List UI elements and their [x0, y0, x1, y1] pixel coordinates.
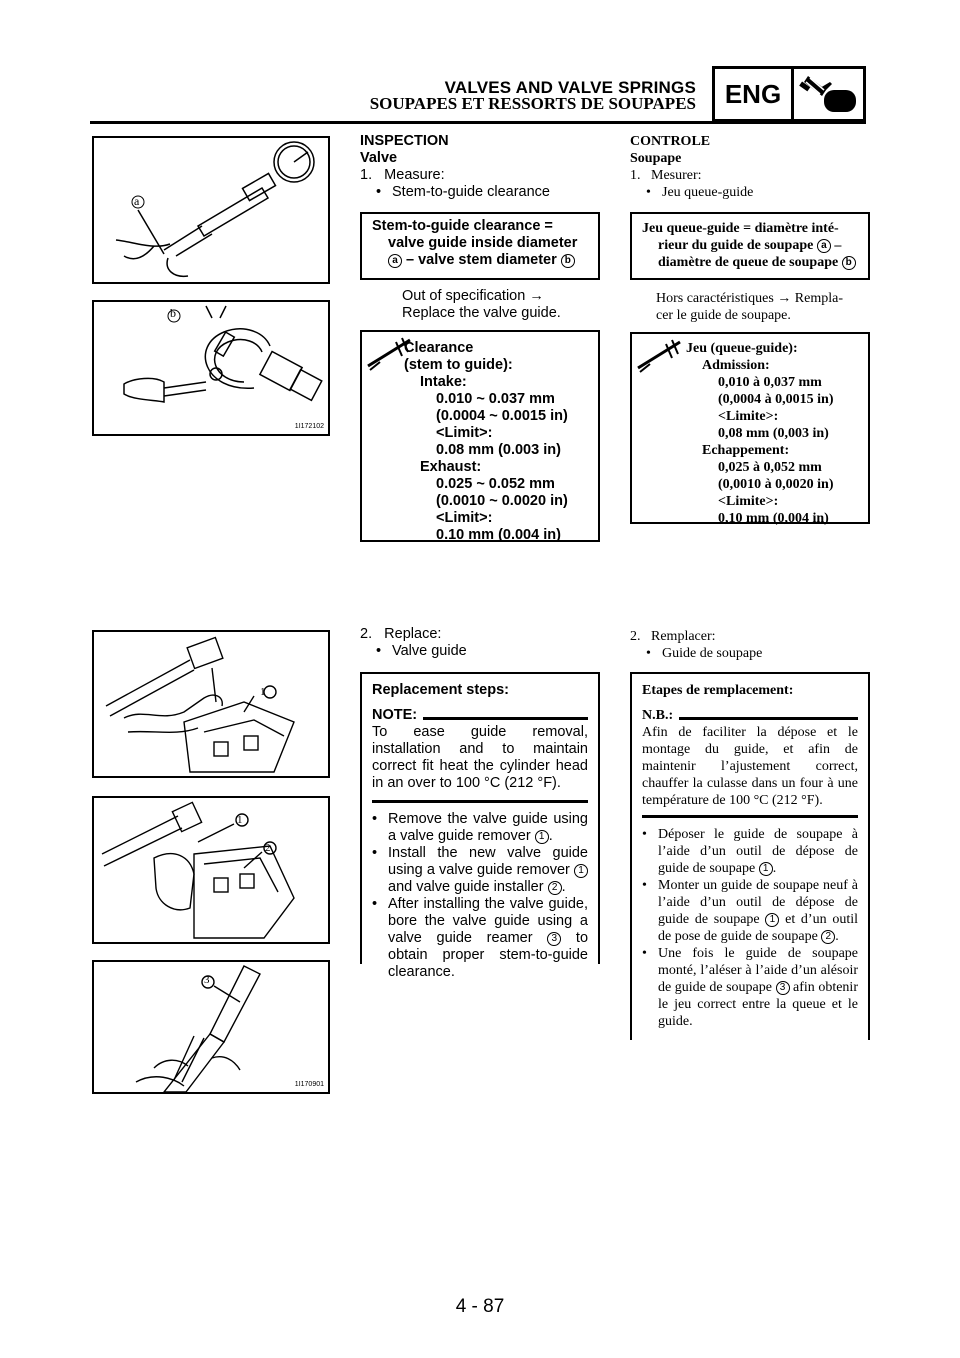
replacement-step: • Install the new valve guide using a valve guide remover 1 and valve guide installer 2 . — [372, 845, 588, 895]
figure-code: 1I170901 — [294, 1081, 324, 1088]
fr-spec-limit1: <Limite>: — [718, 409, 779, 424]
fr-spec-intake-mm: 0,010 à 0,037 mm — [718, 375, 822, 390]
fr-spec-box — [630, 332, 870, 524]
en-out-of-spec-line2: Replace the valve guide. — [402, 305, 561, 321]
en-spec-title1: Clearance — [404, 340, 474, 356]
fr-replacement-steps — [642, 826, 858, 1030]
replacement-step: • After installing the valve guide, bore the valve guide using a valve guide reamer 3 to obtain proper stem-to-guide clearance. — [372, 896, 589, 980]
en-formula-line2: valve guide inside diameter — [388, 235, 578, 251]
figure-callout: 1 — [260, 686, 266, 698]
en-spec-limit2: <Limit>: — [436, 510, 493, 526]
en-step2-section — [360, 626, 600, 660]
figure-callout: b — [170, 306, 176, 320]
fr-spec-limit2-value: 0,10 mm (0,004 in) — [718, 511, 829, 526]
en-spec-exhaust-mm: 0.025 ~ 0.052 mm — [436, 476, 555, 492]
fr-formula-box — [630, 212, 870, 280]
en-step1-bullet: • Stem-to-guide clearance — [376, 184, 550, 200]
figure-guide-installer — [92, 796, 330, 944]
fr-spec-intake: Admission: — [702, 358, 770, 373]
en-spec-intake: Intake: — [420, 374, 467, 390]
header-title-fr: SOUPAPES ET RESSORTS DE SOUPAPES — [369, 94, 696, 113]
fr-heading-valve: Soupape — [630, 151, 682, 166]
en-formula-box — [360, 212, 600, 280]
section-badge — [712, 66, 866, 122]
en-out-of-spec-line1: Out of specification → — [402, 288, 544, 304]
page-number: 4 - 87 — [455, 1296, 505, 1317]
fr-formula-line2: rieur du guide de soupape a – — [658, 238, 842, 253]
figure-code: 1I172102 — [294, 423, 324, 430]
figure-callout: 2 — [265, 842, 271, 854]
fr-out-of-spec — [656, 290, 870, 324]
en-replacement-box — [360, 672, 600, 980]
fr-spec-intake-in: (0,0004 à 0,0015 in) — [718, 392, 834, 407]
figure-guide-remover — [92, 630, 330, 778]
fr-out-of-spec-line2: cer le guide de soupape. — [656, 308, 791, 323]
en-spec-limit1-value: 0.08 mm (0.003 in) — [436, 442, 561, 458]
en-note-rule — [372, 800, 588, 803]
figure-micrometer — [92, 300, 330, 436]
en-replacement-title: Replacement steps: — [372, 682, 509, 698]
en-spec-limit2-value: 0.10 mm (0.004 in) — [436, 527, 561, 543]
replacement-step: • Remove the valve guide using a valve guide remover 1 . — [372, 811, 588, 844]
fr-spec-title: Jeu (queue-guide): — [686, 341, 798, 356]
fr-step2: 2. Remplacer: — [630, 629, 716, 644]
fr-step1-bullet: • Jeu queue-guide — [646, 185, 754, 200]
en-replacement-steps — [372, 811, 588, 981]
en-spec-box — [360, 330, 600, 542]
fr-note-rule — [642, 815, 858, 818]
figure-callout: a — [134, 194, 140, 208]
fr-replacement-box — [630, 672, 870, 1040]
en-heading-inspection: INSPECTION — [360, 133, 449, 149]
fr-replacement-title: Etapes de remplacement: — [642, 683, 794, 698]
fr-heading-inspection: CONTROLE — [630, 134, 711, 149]
replacement-step: • Monter un guide de soupape neuf à l’aide d’un outil de dépose de guide de soupape 1 et d’un outil de pose de guide de soupape 2 . — [642, 878, 858, 944]
engine-wrench-icon — [794, 69, 863, 119]
fr-step2-bullet: • Guide de soupape — [646, 646, 763, 661]
en-step1: 1. Measure: — [360, 167, 445, 183]
en-spec-intake-mm: 0.010 ~ 0.037 mm — [436, 391, 555, 407]
fr-spec-exhaust: Echappement: — [702, 443, 790, 458]
figure-guide-reamer — [92, 960, 330, 1094]
section-badge-label: ENG — [715, 69, 794, 119]
en-inspection-section — [360, 133, 600, 201]
en-note-text: To ease guide removal, installation and to maintain correct fit heat the cylinder head in an over to 100 °C (212 °F). — [372, 724, 588, 791]
fr-inspection-section — [630, 133, 870, 201]
fr-spec-limit1-value: 0,08 mm (0,003 in) — [718, 426, 829, 441]
fr-spec-exhaust-mm: 0,025 à 0,052 mm — [718, 460, 822, 475]
replacement-step: • Déposer le guide de soupape à l’aide d’un outil de dépose de guide de soupape 1 . — [642, 827, 858, 876]
fr-formula-line1: Jeu queue-guide = diamètre inté- — [642, 221, 839, 236]
en-spec-exhaust-in: (0.0010 ~ 0.0020 in) — [436, 493, 568, 509]
fr-out-of-spec-line1: Hors caractéristiques → Rempla- — [656, 291, 843, 306]
fr-note-text: Afin de faciliter la dépose et le montage du guide, et afin de maintenir l’ajustement correct, chauffer la culasse dans un four à une température de 100 °C (212 °F). — [642, 725, 858, 808]
en-spec-intake-in: (0.0004 ~ 0.0015 in) — [436, 408, 568, 424]
fr-step1: 1. Mesurer: — [630, 168, 702, 183]
fr-spec-exhaust-in: (0,0010 à 0,0020 in) — [718, 477, 834, 492]
en-formula-line1: Stem-to-guide clearance = — [372, 218, 553, 234]
fr-step2-section — [630, 628, 870, 662]
header-title-en: VALVES AND VALVE SPRINGS — [444, 78, 696, 97]
en-step2-bullet: • Valve guide — [376, 643, 467, 659]
en-step2: 2. Replace: — [360, 626, 442, 642]
fr-formula-line3: diamètre de queue de soupape b — [642, 254, 858, 271]
en-out-of-spec — [402, 288, 602, 322]
en-spec-limit1: <Limit>: — [436, 425, 493, 441]
en-note-header: NOTE: — [372, 707, 588, 724]
figure-callout: 3 — [204, 974, 210, 986]
caliper-icon — [636, 338, 682, 379]
en-heading-valve: Valve — [360, 150, 398, 166]
fr-spec-limit2: <Limite>: — [718, 494, 779, 509]
en-spec-title2: (stem to guide): — [404, 357, 513, 373]
en-formula-line3: a – valve stem diameter b — [372, 252, 588, 269]
replacement-step: • Une fois le guide de soupape monté, l’aléser à l’aide d’un alésoir de guide de soupape 3 afin obtenir le jeu correct entre la queue et le guide. — [642, 946, 858, 1029]
fr-note-header: N.B.: — [642, 707, 858, 724]
figure-dial-gauge — [92, 136, 330, 284]
en-spec-exhaust: Exhaust: — [420, 459, 482, 475]
figure-callout: 1 — [237, 814, 243, 826]
